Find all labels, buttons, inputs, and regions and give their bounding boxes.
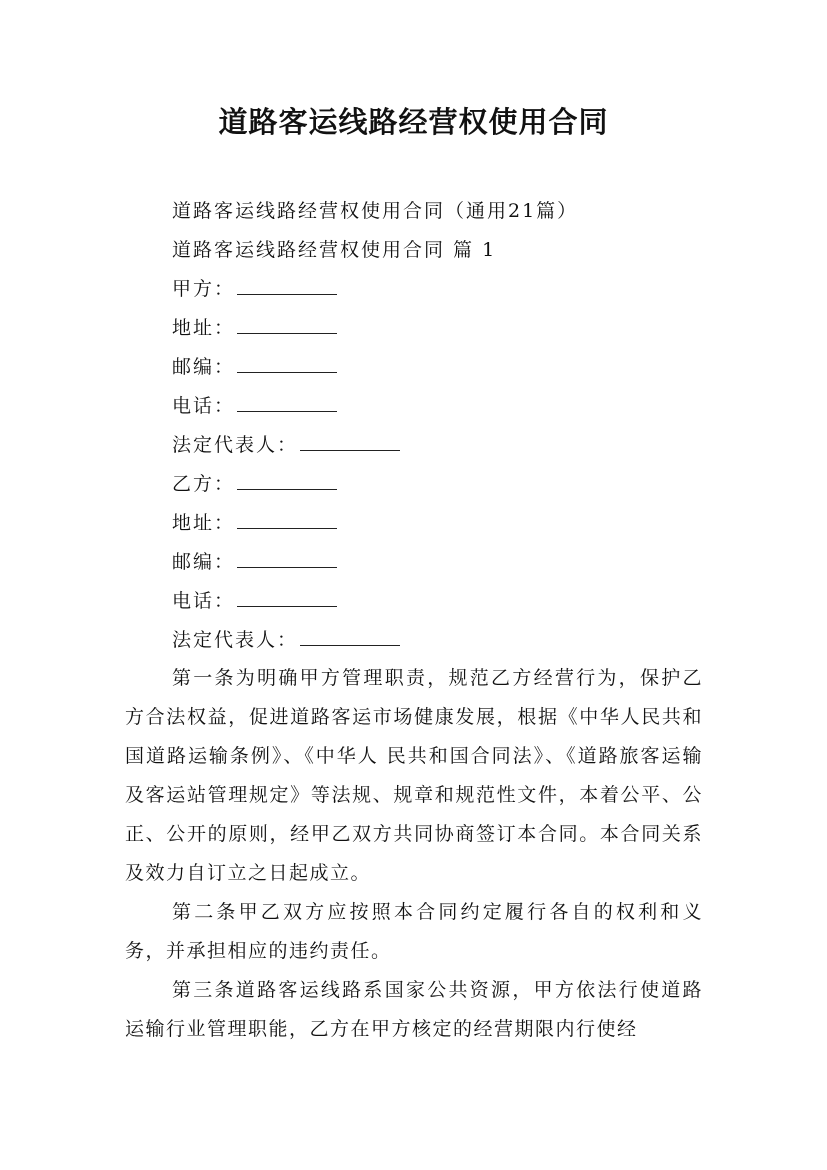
party-a-phone-blank: [237, 393, 337, 412]
party-b-legal-rep-field: [172, 627, 400, 653]
document-subtitle: 道路客运线路经营权使用合同（通用21篇）: [172, 200, 579, 222]
part-heading: 道路客运线路经营权使用合同 篇 1: [172, 239, 497, 261]
party-b-legal-rep-label: 法定代表人：: [172, 629, 299, 651]
article-3-text: 第三条道路客运线路系国家公共资源，甲方依法行使道路运输行业管理职能，乙方在甲方核定的经营期限内行使经: [125, 979, 703, 1040]
party-b-legal-rep-blank: [300, 627, 400, 646]
party-a-phone-field: [172, 393, 337, 419]
party-a-postcode-label: 邮编：: [172, 356, 236, 378]
party-b-address-blank: [237, 510, 337, 529]
article-2: [125, 893, 703, 971]
party-b-phone-label: 电话：: [172, 590, 236, 612]
party-a-postcode-field: [172, 354, 337, 380]
article-2-text: 第二条甲乙双方应按照本合同约定履行各自的权利和义务，并承担相应的违约责任。: [125, 901, 703, 962]
party-b-postcode-label: 邮编：: [172, 551, 236, 573]
party-b-field: [172, 471, 337, 497]
party-a-blank: [237, 276, 337, 295]
party-a-field: [172, 276, 337, 302]
party-b-postcode-blank: [237, 549, 337, 568]
party-a-phone-label: 电话：: [172, 395, 236, 417]
party-a-legal-rep-field: [172, 432, 400, 458]
party-a-address-blank: [237, 315, 337, 334]
party-b-blank: [237, 471, 337, 490]
party-a-address-label: 地址：: [172, 317, 236, 339]
party-a-label: 甲方：: [172, 278, 236, 300]
party-a-legal-rep-label: 法定代表人：: [172, 434, 299, 456]
party-b-label: 乙方：: [172, 473, 236, 495]
party-b-address-field: [172, 510, 337, 536]
article-1-text: 第一条为明确甲方管理职责，规范乙方经营行为，保护乙方合法权益，促进道路客运市场健康发展，根据《中华人民共和国道路运输条例》、《中华人 民共和国合同法》、《道路旅客运输及客运站管理规定》等法规、规章和规范性文件，本着公平、公正、公开的原则，经甲乙双方共同协商签订本合同。本合同关系 及效力自订立之日起成立。: [125, 667, 703, 884]
party-a-legal-rep-blank: [300, 432, 400, 451]
party-a-postcode-blank: [237, 354, 337, 373]
party-b-phone-blank: [237, 588, 337, 607]
party-b-postcode-field: [172, 549, 337, 575]
party-b-address-label: 地址：: [172, 512, 236, 534]
party-b-phone-field: [172, 588, 337, 614]
article-3: [125, 971, 703, 1049]
document-title: 道路客运线路经营权使用合同: [218, 105, 609, 139]
article-1: [125, 659, 703, 893]
party-a-address-field: [172, 315, 337, 341]
